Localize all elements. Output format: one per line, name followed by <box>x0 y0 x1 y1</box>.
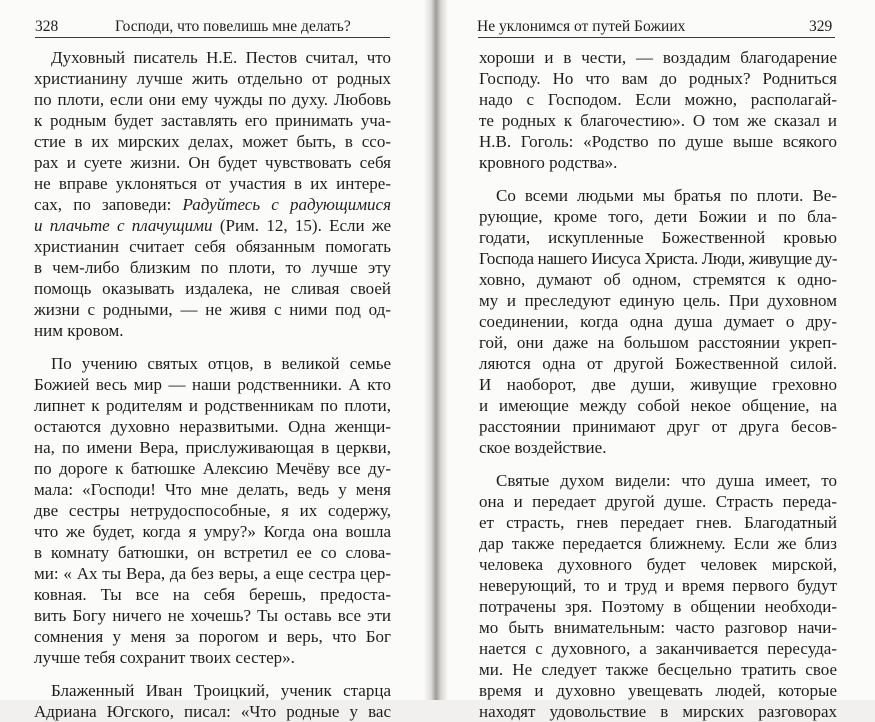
text-line: Блаженный Иван Троицкий, ученик старца <box>51 681 391 700</box>
text-line: христианин считает себя обязанным помогать <box>34 237 391 256</box>
text-line: Духовный писатель Н.Е. Пестов считал, что <box>51 48 391 67</box>
text-line: человека духовного будет человек мирской, <box>479 555 837 574</box>
text-line: она и передает другой душе. Страсть переда- <box>479 492 837 511</box>
text-line: жизни с родными, — не живя с ними под од- <box>34 300 391 319</box>
text-line: му и преследуют единую цель. При духовном <box>479 291 837 310</box>
book-gutter <box>424 0 448 700</box>
text-line: остаются духовно неразвитыми. Одна женщи- <box>34 417 391 436</box>
text-line: те родных к благочестию». О том же сказал и <box>479 111 837 130</box>
text-line: ляются одна от другой Божественной силой. <box>479 354 837 373</box>
text-line: Адриана Югского, писал: «Что родные у вас <box>34 702 391 721</box>
left-body-text <box>34 47 391 722</box>
text-line: расстоянии принимают друг от друга бесов- <box>479 417 837 436</box>
text-line: потрачены зря. Поэтому в общении необходи- <box>479 597 837 616</box>
text-line: рах и суете жизни. Он будет чувствовать себя <box>34 153 391 172</box>
text-line: что же будет, когда я умру?» Когда она вошла <box>34 522 391 541</box>
text-line: соединении, когда одна душа думает о дру- <box>479 312 837 331</box>
right-body-text <box>479 47 837 722</box>
text-line: ское воздействие. <box>479 438 607 457</box>
text-line: Божией весь мир — наши родственники. А кто <box>34 375 391 394</box>
text-line: Святые духом видели: что душа имеет, то <box>496 471 837 490</box>
right-running-title: Не уклонимся от путей Божиих <box>477 18 686 35</box>
text-line: по плоти, если они ему чужды по духу. Любовь <box>34 90 391 109</box>
text-line: Господа нашего Иисуса Христа. Люди, живущие ду- <box>479 249 837 268</box>
text-line: по дороге к батюшке Алексию Мечёву все ду- <box>34 459 391 478</box>
text-line: дар также передается ближнему. Если же близ <box>479 534 837 553</box>
text-line: и плачьте с плачущими (Рим. 12, 15). Если же <box>34 216 391 235</box>
text-line: лучше тебя сохранит твоих сестер». <box>34 648 295 667</box>
right-page <box>441 0 875 721</box>
left-page-number: 328 <box>35 18 59 35</box>
text-line: ми. Не следует также бесцельно тратить свое <box>479 660 837 679</box>
text-line: две сестры нетрудоспособные, я их содержу, <box>34 501 391 520</box>
text-line: неверующий, то и труд и время первого будут <box>479 576 837 595</box>
right-page-number: 329 <box>809 18 833 35</box>
text-line: к родным будет заставлять его принимать уча- <box>34 111 391 130</box>
left-page <box>0 0 430 721</box>
text-line: не вправе уклоняться от участия в их интере- <box>34 174 391 193</box>
text-line: находят удовольствие в мирских разговорах <box>479 702 837 721</box>
text-line: гой, они даже на большом расстоянии укреп- <box>479 333 837 352</box>
text-line: годати, искупленные Божественной кровью <box>479 228 837 247</box>
left-header-rule <box>35 37 390 38</box>
scripture-quote: и плачьте с плачущими <box>34 216 213 235</box>
text-line: стие в их мирских делах, может быть, в ссо- <box>34 132 391 151</box>
text-line: ми: « Ах ты Вера, да без веры, а еще сестра цер- <box>34 564 391 583</box>
text-line: кровного родства». <box>479 153 618 172</box>
text-line: нается с духовного, а заканчивается пересуда- <box>479 639 837 658</box>
text-line: сомнения у меня за порогом и верь, что Бог <box>34 627 391 646</box>
text-line: ковная. Ты все на себя берешь, предоста- <box>34 585 391 604</box>
scripture-quote: Радуйтесь с радующимися <box>182 195 392 214</box>
text-line: ховно, думают об одном, стремятся к одно- <box>479 270 837 289</box>
text-line: христианину лучше жить отдельно от родных <box>34 69 391 88</box>
text-line: хороши и в чести, — воздадим благодарение <box>479 48 837 67</box>
text-line: время и духовно увещевать людей, которые <box>479 681 837 700</box>
text-line: И наоборот, две души, живущие греховно <box>479 375 837 394</box>
text-line: в комнату батюшки, он встретил ее со слова- <box>34 543 391 562</box>
text-line: вить Богу ничего не хочешь? Ты оставь все эти <box>34 606 391 625</box>
right-header-rule <box>478 37 835 38</box>
text-line: липнет к родителям и родственникам по плоти, <box>34 396 391 415</box>
text-line: мала: «Господи! Что мне делать, ведь у меня <box>34 480 391 499</box>
text-line: рующие, кроме того, дети Божии и по бла- <box>479 207 837 226</box>
text-line: Н.В. Гоголь: «Родство по душе выше всякого <box>479 132 837 151</box>
text-line: сах, по заповеди: Радуйтесь с радующимися <box>34 195 392 214</box>
text-line: Со всеми людьми мы братья по плоти. Ве- <box>496 186 837 205</box>
text-line: ним кровом. <box>34 321 124 340</box>
text-line: и имеющие между собой некое общение, на <box>479 396 837 415</box>
text-line: помощь оказывать издалека, не сливая своей <box>34 279 391 298</box>
text-line: на, по имени Вера, прислуживающая в церкви, <box>34 438 391 457</box>
text-line: По учению святых отцов, в великой семье <box>51 354 391 373</box>
text-line: мо быть внимательным: часто разговор начи- <box>479 618 837 637</box>
text-line: Господу. Но что вам до родных? Родниться <box>479 69 837 88</box>
text-line: надо с Господом. Если можно, располагай- <box>479 90 837 109</box>
text-line: в чем-либо близким по плоти, то лучше эту <box>34 258 391 277</box>
left-running-title: Господи, что повелишь мне делать? <box>115 18 351 35</box>
text-line: ет страсть, гнев передает гнев. Благодатный <box>479 513 837 532</box>
